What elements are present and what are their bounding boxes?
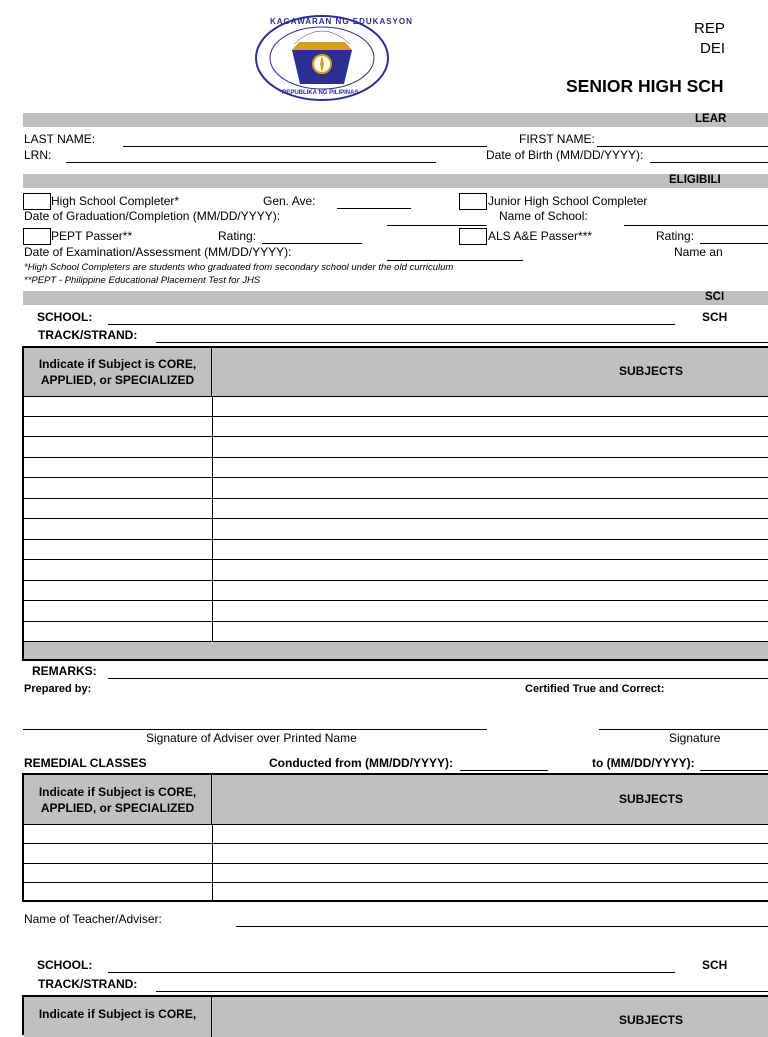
adviser-signature-caption: Signature of Adviser over Printed Name: [146, 731, 357, 745]
table-row[interactable]: [24, 539, 768, 540]
last-name-field[interactable]: [123, 146, 487, 147]
table-row[interactable]: [24, 863, 768, 864]
table-row[interactable]: [24, 882, 768, 883]
pept-rating-label: Rating:: [218, 229, 257, 243]
conducted-from-field[interactable]: [460, 770, 548, 771]
hs-completer-checkbox[interactable]: [23, 193, 51, 210]
footnote-hs-completer: *High School Completers are students who graduated from secondary school under the old curriculum: [24, 262, 454, 273]
lrn-label: LRN:: [24, 148, 52, 162]
scholastic-bar: [23, 291, 768, 305]
eligibility-bar: [23, 174, 768, 188]
remedial-subject-type-header: Indicate if Subject is CORE, APPLIED, or SPECIALIZED: [24, 775, 212, 824]
form-title: SENIOR HIGH SCH: [566, 76, 724, 96]
hs-completer-label: High School Completer*: [51, 194, 180, 208]
table-row[interactable]: [24, 416, 768, 417]
school-id-label: SCH: [702, 310, 728, 324]
pept-passer-label: PEPT Passer**: [51, 229, 133, 243]
subject-type-header-2: Indicate if Subject is CORE,: [24, 997, 212, 1037]
school-label-2: SCHOOL:: [37, 958, 93, 972]
subjects-table-2-header: [24, 997, 768, 1037]
name-of-school-label: Name of School:: [499, 209, 588, 223]
seal-text-top: KAGAWARAN NG EDUKASYON: [270, 17, 413, 26]
remedial-classes-label: REMEDIAL CLASSES: [24, 756, 147, 770]
table-row[interactable]: [24, 457, 768, 458]
track-strand-label-2: TRACK/STRAND:: [38, 977, 138, 991]
table-row[interactable]: [24, 843, 768, 844]
track-strand-field-2[interactable]: [156, 991, 768, 992]
als-passer-label: ALS A&E Passer***: [488, 229, 593, 243]
certified-label: Certified True and Correct:: [525, 683, 665, 695]
footnote-pept: **PEPT - Philippine Educational Placement Test for JHS: [24, 275, 261, 286]
prepared-by-label: Prepared by:: [24, 683, 92, 695]
table-row[interactable]: [24, 477, 768, 478]
first-name-field[interactable]: [597, 146, 768, 147]
last-name-label: LAST NAME:: [24, 132, 96, 146]
table-row[interactable]: [24, 621, 768, 622]
school-field[interactable]: [108, 324, 675, 325]
dob-label: Date of Birth (MM/DD/YYYY):: [486, 148, 644, 162]
conducted-to-label: to (MM/DD/YYYY):: [592, 756, 695, 770]
remedial-table-header: [24, 775, 768, 825]
school-id-label-2: SCH: [702, 958, 728, 972]
adviser-signature-field[interactable]: [23, 729, 487, 730]
table-row[interactable]: [24, 580, 768, 581]
lrn-field[interactable]: [66, 162, 436, 163]
certifier-signature-caption: Signature: [669, 731, 721, 745]
jhs-completer-label: Junior High School Completer: [488, 194, 648, 208]
als-rating-label: Rating:: [656, 229, 695, 243]
table-row[interactable]: [24, 559, 768, 560]
teacher-name-field[interactable]: [236, 926, 768, 927]
department-heading: DEI: [700, 40, 726, 57]
als-passer-checkbox[interactable]: [459, 228, 487, 245]
date-exam-label: Date of Examination/Assessment (MM/DD/YYYY):: [24, 245, 292, 259]
date-graduation-field[interactable]: [387, 225, 487, 226]
certifier-signature-field[interactable]: [599, 729, 768, 730]
name-of-school-field[interactable]: [624, 225, 768, 226]
subjects-table-2: [22, 995, 768, 1035]
learner-info-bar: [23, 113, 768, 127]
first-name-label: FIRST NAME:: [519, 132, 595, 146]
name-and-address-label: Name an: [674, 245, 723, 259]
date-graduation-label: Date of Graduation/Completion (MM/DD/YYYY):: [24, 209, 281, 223]
remarks-label: REMARKS:: [32, 664, 97, 678]
jhs-completer-checkbox[interactable]: [459, 193, 487, 210]
date-exam-field[interactable]: [387, 260, 523, 261]
school-label: SCHOOL:: [37, 310, 93, 324]
remarks-field[interactable]: [108, 678, 768, 679]
gen-ave-field[interactable]: [337, 208, 411, 209]
republic-heading: REP: [694, 20, 725, 37]
remedial-subjects-table: [22, 773, 768, 902]
subjects-header-2: SUBJECTS: [619, 1013, 684, 1027]
school-field-2[interactable]: [108, 972, 675, 973]
als-rating-field[interactable]: [700, 243, 768, 244]
scholastic-heading: SCI: [705, 291, 725, 303]
table-row[interactable]: [24, 600, 768, 601]
dob-field[interactable]: [650, 162, 768, 163]
subject-type-header: Indicate if Subject is CORE, APPLIED, or SPECIALIZED: [24, 348, 212, 396]
track-strand-field[interactable]: [156, 342, 768, 343]
subjects-table: [22, 346, 768, 661]
deped-seal-logo: [254, 14, 413, 102]
table-row[interactable]: [24, 498, 768, 499]
conducted-from-label: Conducted from (MM/DD/YYYY):: [269, 756, 453, 770]
table-row[interactable]: [24, 436, 768, 437]
pept-rating-field[interactable]: [262, 243, 362, 244]
track-strand-label: TRACK/STRAND:: [38, 328, 138, 342]
learner-info-heading: LEAR: [695, 113, 727, 125]
conducted-to-field[interactable]: [700, 770, 768, 771]
table-row[interactable]: [24, 518, 768, 519]
eligibility-heading: ELIGIBILI: [669, 174, 721, 186]
subjects-header: SUBJECTS: [619, 364, 684, 378]
remedial-subjects-header: SUBJECTS: [619, 792, 684, 806]
teacher-name-label: Name of Teacher/Adviser:: [24, 912, 162, 926]
subjects-table-footer: [24, 642, 768, 659]
pept-passer-checkbox[interactable]: [23, 228, 51, 245]
seal-text-bottom: REPUBLIKA NG PILIPINAS: [282, 90, 359, 96]
gen-ave-label: Gen. Ave:: [263, 194, 316, 208]
subjects-table-header: [24, 348, 768, 397]
